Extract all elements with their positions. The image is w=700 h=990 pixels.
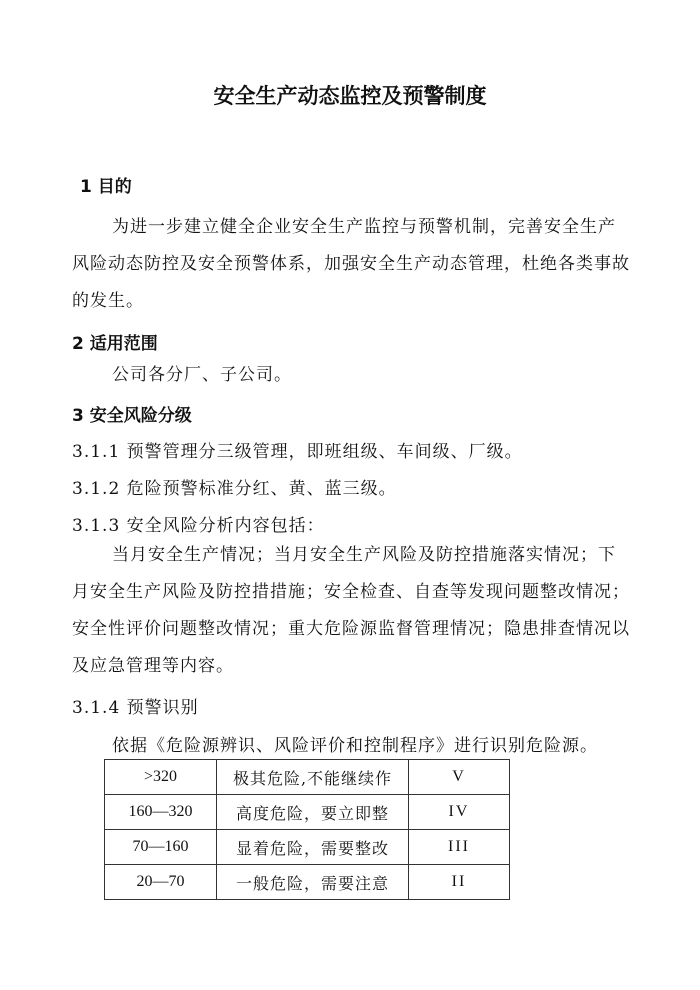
risk-description-cell: 一般危险，需要注意 — [217, 865, 409, 900]
clause-3-1-2: 3.1.2 危险预警标准分红、黄、蓝三级。 — [72, 479, 397, 499]
risk-description-cell: 极其危险,不能继续作 — [217, 760, 409, 795]
table-row — [105, 760, 510, 795]
clause-3-1-4: 3.1.4 预警识别 — [72, 698, 199, 718]
section-heading-classification: 3 安全风险分级 — [72, 406, 192, 426]
risk-description-cell: 高度危险，要立即整 — [217, 795, 409, 830]
purpose-paragraph: 为进一步建立健全企业安全生产监控与预警机制，完善安全生产风险动态防控及安全预警体系，加强安全生产动态管理，杜绝各类事故的发生。 — [72, 217, 630, 311]
document-title: 安全生产动态监控及预警制度 — [213, 84, 487, 108]
clause-3-1-3: 3.1.3 安全风险分析内容包括： — [72, 516, 325, 536]
clause-3-1-4-body: 依据《危险源辨识、风险评价和控制程序》进行识别危险源。 — [112, 736, 598, 756]
risk-description-cell: 显着危险，需要整改 — [217, 830, 409, 865]
risk-score-cell: 70—160 — [105, 830, 217, 865]
risk-level-table — [104, 759, 510, 900]
risk-level-cell: V — [409, 760, 510, 795]
table-row — [105, 795, 510, 830]
risk-level-cell: III — [409, 830, 510, 865]
risk-score-cell: 160—320 — [105, 795, 217, 830]
table-row — [105, 865, 510, 900]
section-heading-scope: 2 适用范围 — [72, 334, 158, 354]
clause-3-1-3-body: 当月安全生产情况；当月安全生产风险及防控措施落实情况；下月安全生产风险及防控措措施；安全检查、自查等发现问题整改情况；安全性评价问题整改情况；重大危险源监督管理情况；隐患排查情况以及应急管理等内容。 — [72, 545, 630, 676]
scope-paragraph: 公司各分厂、子公司。 — [112, 365, 292, 385]
section-heading-purpose: 1 目的 — [80, 177, 132, 197]
risk-score-cell: 20—70 — [105, 865, 217, 900]
risk-level-cell: IV — [409, 795, 510, 830]
risk-score-cell: >320 — [105, 760, 217, 795]
risk-level-cell: II — [409, 865, 510, 900]
table-row — [105, 830, 510, 865]
clause-3-1-1: 3.1.1 预警管理分三级管理，即班组级、车间级、厂级。 — [72, 442, 523, 462]
